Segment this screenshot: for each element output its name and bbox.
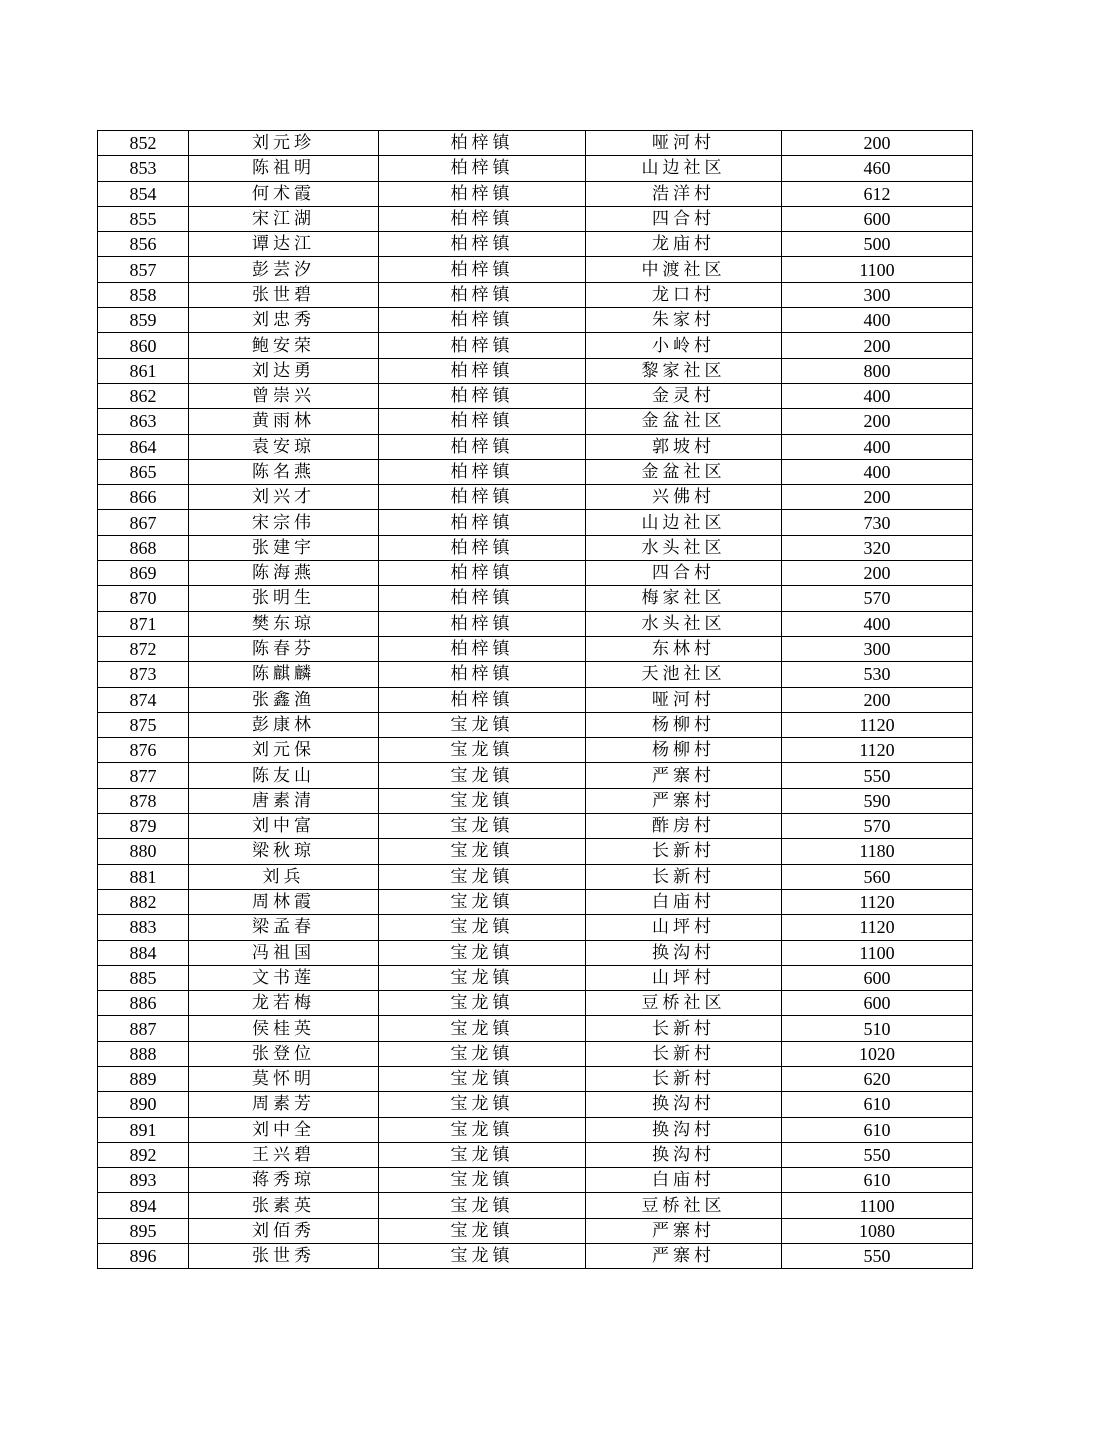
row-number-cell: 876: [98, 738, 189, 763]
row-number-cell: 855: [98, 206, 189, 231]
table-row: [98, 788, 973, 813]
village-cell: 杨柳村: [586, 738, 782, 763]
village-cell: 郭坡村: [586, 434, 782, 459]
village-cell: 山坪村: [586, 965, 782, 990]
village-cell: 换沟村: [586, 1117, 782, 1142]
amount-cell: 560: [782, 864, 973, 889]
person-name-cell: 鲍安荣: [189, 333, 379, 358]
amount-cell: 1120: [782, 712, 973, 737]
table-row: [98, 763, 973, 788]
table-row: [98, 889, 973, 914]
data-table: [97, 130, 973, 1269]
town-cell: 柏梓镇: [379, 333, 586, 358]
row-number-cell: 886: [98, 991, 189, 1016]
amount-cell: 1100: [782, 1193, 973, 1218]
table-row: [98, 839, 973, 864]
person-name-cell: 陈春芬: [189, 636, 379, 661]
town-cell: 宝龙镇: [379, 763, 586, 788]
table-row: [98, 940, 973, 965]
person-name-cell: 王兴碧: [189, 1142, 379, 1167]
row-number-cell: 859: [98, 308, 189, 333]
person-name-cell: 刘兴才: [189, 485, 379, 510]
town-cell: 宝龙镇: [379, 1016, 586, 1041]
amount-cell: 300: [782, 636, 973, 661]
amount-cell: 610: [782, 1092, 973, 1117]
town-cell: 柏梓镇: [379, 687, 586, 712]
amount-cell: 1120: [782, 889, 973, 914]
row-number-cell: 896: [98, 1244, 189, 1269]
person-name-cell: 文书莲: [189, 965, 379, 990]
amount-cell: 570: [782, 586, 973, 611]
person-name-cell: 宋宗伟: [189, 510, 379, 535]
table-row: [98, 1142, 973, 1167]
table-row: [98, 586, 973, 611]
village-cell: 金灵村: [586, 383, 782, 408]
amount-cell: 200: [782, 333, 973, 358]
amount-cell: 1100: [782, 257, 973, 282]
town-cell: 柏梓镇: [379, 181, 586, 206]
town-cell: 柏梓镇: [379, 308, 586, 333]
person-name-cell: 黄雨林: [189, 409, 379, 434]
person-name-cell: 张世碧: [189, 282, 379, 307]
row-number-cell: 872: [98, 636, 189, 661]
amount-cell: 400: [782, 434, 973, 459]
amount-cell: 1180: [782, 839, 973, 864]
town-cell: 柏梓镇: [379, 232, 586, 257]
person-name-cell: 彭康林: [189, 712, 379, 737]
person-name-cell: 蒋秀琼: [189, 1168, 379, 1193]
amount-cell: 612: [782, 181, 973, 206]
table-row: [98, 257, 973, 282]
table-row: [98, 1117, 973, 1142]
row-number-cell: 889: [98, 1066, 189, 1091]
village-cell: 严寨村: [586, 1218, 782, 1243]
row-number-cell: 869: [98, 561, 189, 586]
amount-cell: 1120: [782, 738, 973, 763]
town-cell: 宝龙镇: [379, 940, 586, 965]
amount-cell: 400: [782, 611, 973, 636]
table-row: [98, 687, 973, 712]
amount-cell: 800: [782, 358, 973, 383]
amount-cell: 1100: [782, 940, 973, 965]
village-cell: 龙口村: [586, 282, 782, 307]
row-number-cell: 878: [98, 788, 189, 813]
row-number-cell: 857: [98, 257, 189, 282]
town-cell: 柏梓镇: [379, 510, 586, 535]
row-number-cell: 880: [98, 839, 189, 864]
town-cell: 宝龙镇: [379, 915, 586, 940]
person-name-cell: 曾崇兴: [189, 383, 379, 408]
table-row: [98, 611, 973, 636]
amount-cell: 550: [782, 1142, 973, 1167]
table-row: [98, 156, 973, 181]
town-cell: 宝龙镇: [379, 814, 586, 839]
town-cell: 柏梓镇: [379, 434, 586, 459]
row-number-cell: 892: [98, 1142, 189, 1167]
amount-cell: 460: [782, 156, 973, 181]
row-number-cell: 866: [98, 485, 189, 510]
row-number-cell: 862: [98, 383, 189, 408]
table-row: [98, 206, 973, 231]
town-cell: 宝龙镇: [379, 1168, 586, 1193]
row-number-cell: 879: [98, 814, 189, 839]
town-cell: 宝龙镇: [379, 839, 586, 864]
amount-cell: 400: [782, 459, 973, 484]
person-name-cell: 刘兵: [189, 864, 379, 889]
person-name-cell: 唐素清: [189, 788, 379, 813]
person-name-cell: 莫怀明: [189, 1066, 379, 1091]
town-cell: 柏梓镇: [379, 636, 586, 661]
village-cell: 豆桥社区: [586, 991, 782, 1016]
amount-cell: 320: [782, 535, 973, 560]
amount-cell: 600: [782, 991, 973, 1016]
row-number-cell: 860: [98, 333, 189, 358]
table-row: [98, 561, 973, 586]
table-row: [98, 991, 973, 1016]
village-cell: 山边社区: [586, 510, 782, 535]
table-row: [98, 535, 973, 560]
village-cell: 严寨村: [586, 1244, 782, 1269]
row-number-cell: 883: [98, 915, 189, 940]
town-cell: 柏梓镇: [379, 485, 586, 510]
person-name-cell: 袁安琼: [189, 434, 379, 459]
person-name-cell: 龙若梅: [189, 991, 379, 1016]
village-cell: 哑河村: [586, 131, 782, 156]
person-name-cell: 刘中富: [189, 814, 379, 839]
row-number-cell: 852: [98, 131, 189, 156]
village-cell: 豆桥社区: [586, 1193, 782, 1218]
row-number-cell: 871: [98, 611, 189, 636]
village-cell: 天池社区: [586, 662, 782, 687]
amount-cell: 200: [782, 687, 973, 712]
village-cell: 梅家社区: [586, 586, 782, 611]
person-name-cell: 刘忠秀: [189, 308, 379, 333]
table-row: [98, 1041, 973, 1066]
person-name-cell: 陈麒麟: [189, 662, 379, 687]
person-name-cell: 彭芸汐: [189, 257, 379, 282]
town-cell: 柏梓镇: [379, 459, 586, 484]
person-name-cell: 梁秋琼: [189, 839, 379, 864]
table-row: [98, 712, 973, 737]
village-cell: 换沟村: [586, 1142, 782, 1167]
town-cell: 宝龙镇: [379, 1117, 586, 1142]
amount-cell: 620: [782, 1066, 973, 1091]
row-number-cell: 858: [98, 282, 189, 307]
town-cell: 宝龙镇: [379, 991, 586, 1016]
table-row: [98, 636, 973, 661]
table-row: [98, 1218, 973, 1243]
table-row: [98, 232, 973, 257]
table-row: [98, 1193, 973, 1218]
person-name-cell: 陈祖明: [189, 156, 379, 181]
table-row: [98, 485, 973, 510]
row-number-cell: 884: [98, 940, 189, 965]
person-name-cell: 侯桂英: [189, 1016, 379, 1041]
village-cell: 长新村: [586, 864, 782, 889]
village-cell: 长新村: [586, 839, 782, 864]
row-number-cell: 863: [98, 409, 189, 434]
table-row: [98, 333, 973, 358]
row-number-cell: 873: [98, 662, 189, 687]
amount-cell: 400: [782, 308, 973, 333]
amount-cell: 1020: [782, 1041, 973, 1066]
town-cell: 宝龙镇: [379, 1092, 586, 1117]
village-cell: 换沟村: [586, 1092, 782, 1117]
village-cell: 长新村: [586, 1016, 782, 1041]
amount-cell: 400: [782, 383, 973, 408]
amount-cell: 200: [782, 131, 973, 156]
village-cell: 长新村: [586, 1041, 782, 1066]
person-name-cell: 张素英: [189, 1193, 379, 1218]
village-cell: 龙庙村: [586, 232, 782, 257]
village-cell: 水头社区: [586, 611, 782, 636]
row-number-cell: 891: [98, 1117, 189, 1142]
row-number-cell: 877: [98, 763, 189, 788]
town-cell: 宝龙镇: [379, 788, 586, 813]
person-name-cell: 陈友山: [189, 763, 379, 788]
amount-cell: 510: [782, 1016, 973, 1041]
table-row: [98, 915, 973, 940]
town-cell: 柏梓镇: [379, 282, 586, 307]
village-cell: 酢房村: [586, 814, 782, 839]
table-row: [98, 282, 973, 307]
village-cell: 黎家社区: [586, 358, 782, 383]
table-row: [98, 965, 973, 990]
village-cell: 山边社区: [586, 156, 782, 181]
table-row: [98, 434, 973, 459]
amount-cell: 1120: [782, 915, 973, 940]
town-cell: 宝龙镇: [379, 1244, 586, 1269]
person-name-cell: 周林霞: [189, 889, 379, 914]
table-row: [98, 308, 973, 333]
amount-cell: 550: [782, 1244, 973, 1269]
person-name-cell: 张登位: [189, 1041, 379, 1066]
town-cell: 柏梓镇: [379, 156, 586, 181]
amount-cell: 600: [782, 206, 973, 231]
row-number-cell: 868: [98, 535, 189, 560]
town-cell: 宝龙镇: [379, 1218, 586, 1243]
village-cell: 哑河村: [586, 687, 782, 712]
town-cell: 柏梓镇: [379, 383, 586, 408]
town-cell: 柏梓镇: [379, 358, 586, 383]
row-number-cell: 875: [98, 712, 189, 737]
village-cell: 四合村: [586, 206, 782, 231]
table-row: [98, 1066, 973, 1091]
town-cell: 柏梓镇: [379, 586, 586, 611]
table-row: [98, 510, 973, 535]
village-cell: 浩洋村: [586, 181, 782, 206]
village-cell: 金盆社区: [586, 459, 782, 484]
row-number-cell: 893: [98, 1168, 189, 1193]
amount-cell: 200: [782, 485, 973, 510]
row-number-cell: 864: [98, 434, 189, 459]
village-cell: 四合村: [586, 561, 782, 586]
village-cell: 小岭村: [586, 333, 782, 358]
table-row: [98, 459, 973, 484]
town-cell: 宝龙镇: [379, 1142, 586, 1167]
amount-cell: 570: [782, 814, 973, 839]
row-number-cell: 888: [98, 1041, 189, 1066]
person-name-cell: 刘元珍: [189, 131, 379, 156]
town-cell: 柏梓镇: [379, 662, 586, 687]
row-number-cell: 885: [98, 965, 189, 990]
amount-cell: 300: [782, 282, 973, 307]
person-name-cell: 刘佰秀: [189, 1218, 379, 1243]
row-number-cell: 865: [98, 459, 189, 484]
amount-cell: 730: [782, 510, 973, 535]
row-number-cell: 853: [98, 156, 189, 181]
village-cell: 朱家村: [586, 308, 782, 333]
table-body: [98, 131, 973, 1269]
row-number-cell: 861: [98, 358, 189, 383]
amount-cell: 600: [782, 965, 973, 990]
person-name-cell: 冯祖国: [189, 940, 379, 965]
row-number-cell: 887: [98, 1016, 189, 1041]
table-row: [98, 662, 973, 687]
row-number-cell: 870: [98, 586, 189, 611]
amount-cell: 610: [782, 1168, 973, 1193]
village-cell: 换沟村: [586, 940, 782, 965]
town-cell: 柏梓镇: [379, 206, 586, 231]
village-cell: 中渡社区: [586, 257, 782, 282]
town-cell: 宝龙镇: [379, 1066, 586, 1091]
amount-cell: 550: [782, 763, 973, 788]
table-row: [98, 358, 973, 383]
table-row: [98, 409, 973, 434]
town-cell: 柏梓镇: [379, 409, 586, 434]
village-cell: 严寨村: [586, 788, 782, 813]
amount-cell: 200: [782, 409, 973, 434]
person-name-cell: 谭达江: [189, 232, 379, 257]
village-cell: 长新村: [586, 1066, 782, 1091]
village-cell: 金盆社区: [586, 409, 782, 434]
person-name-cell: 张鑫渔: [189, 687, 379, 712]
table-row: [98, 181, 973, 206]
person-name-cell: 张世秀: [189, 1244, 379, 1269]
person-name-cell: 梁孟春: [189, 915, 379, 940]
person-name-cell: 何术霞: [189, 181, 379, 206]
town-cell: 宝龙镇: [379, 1041, 586, 1066]
row-number-cell: 894: [98, 1193, 189, 1218]
town-cell: 柏梓镇: [379, 535, 586, 560]
table-row: [98, 864, 973, 889]
person-name-cell: 刘中全: [189, 1117, 379, 1142]
person-name-cell: 陈名燕: [189, 459, 379, 484]
row-number-cell: 882: [98, 889, 189, 914]
town-cell: 宝龙镇: [379, 712, 586, 737]
town-cell: 宝龙镇: [379, 1193, 586, 1218]
row-number-cell: 856: [98, 232, 189, 257]
row-number-cell: 881: [98, 864, 189, 889]
person-name-cell: 刘元保: [189, 738, 379, 763]
table-row: [98, 1244, 973, 1269]
amount-cell: 590: [782, 788, 973, 813]
person-name-cell: 刘达勇: [189, 358, 379, 383]
table-row: [98, 1016, 973, 1041]
table-row: [98, 738, 973, 763]
row-number-cell: 854: [98, 181, 189, 206]
village-cell: 水头社区: [586, 535, 782, 560]
table-row: [98, 131, 973, 156]
town-cell: 宝龙镇: [379, 889, 586, 914]
person-name-cell: 张明生: [189, 586, 379, 611]
row-number-cell: 890: [98, 1092, 189, 1117]
person-name-cell: 周素芳: [189, 1092, 379, 1117]
row-number-cell: 874: [98, 687, 189, 712]
village-cell: 白庙村: [586, 1168, 782, 1193]
town-cell: 柏梓镇: [379, 561, 586, 586]
village-cell: 兴佛村: [586, 485, 782, 510]
person-name-cell: 陈海燕: [189, 561, 379, 586]
town-cell: 柏梓镇: [379, 131, 586, 156]
village-cell: 杨柳村: [586, 712, 782, 737]
village-cell: 山坪村: [586, 915, 782, 940]
village-cell: 严寨村: [586, 763, 782, 788]
person-name-cell: 樊东琼: [189, 611, 379, 636]
person-name-cell: 张建宇: [189, 535, 379, 560]
table-row: [98, 383, 973, 408]
amount-cell: 530: [782, 662, 973, 687]
town-cell: 宝龙镇: [379, 738, 586, 763]
town-cell: 柏梓镇: [379, 611, 586, 636]
town-cell: 宝龙镇: [379, 965, 586, 990]
table-row: [98, 814, 973, 839]
row-number-cell: 895: [98, 1218, 189, 1243]
town-cell: 宝龙镇: [379, 864, 586, 889]
town-cell: 柏梓镇: [379, 257, 586, 282]
village-cell: 东林村: [586, 636, 782, 661]
table-row: [98, 1168, 973, 1193]
village-cell: 白庙村: [586, 889, 782, 914]
amount-cell: 500: [782, 232, 973, 257]
amount-cell: 610: [782, 1117, 973, 1142]
amount-cell: 1080: [782, 1218, 973, 1243]
person-name-cell: 宋江湖: [189, 206, 379, 231]
amount-cell: 200: [782, 561, 973, 586]
table-row: [98, 1092, 973, 1117]
row-number-cell: 867: [98, 510, 189, 535]
